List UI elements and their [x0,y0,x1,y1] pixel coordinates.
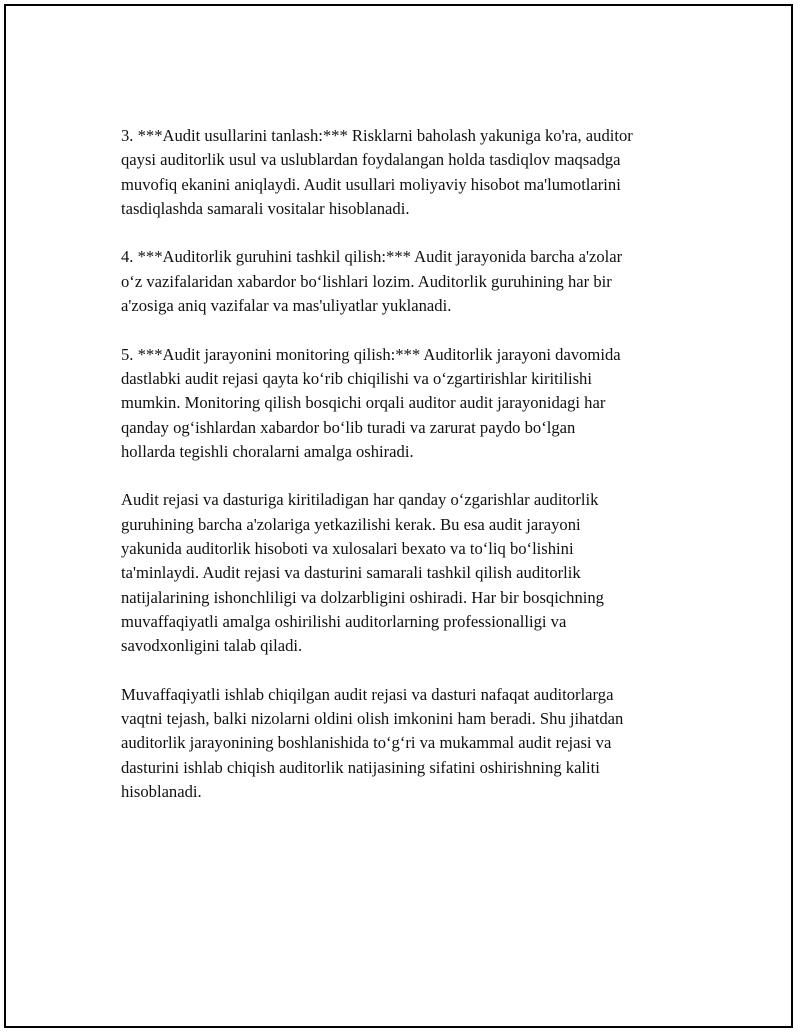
text-line: qanday og‘ishlardan xabardor bo‘lib turadi va zarurat paydo bo‘lgan [121,417,576,437]
paragraph-audit-team [121,245,701,318]
document-page [4,4,793,1028]
text-line: mumkin. Monitoring qilish bosqichi orqali auditor audit jarayonidagi har [121,393,606,413]
text-line: savodxonligini talab qiladi. [121,636,303,656]
text-line: a'zosiga aniq vazifalar va mas'uliyatlar yuklanadi. [121,296,452,316]
text-line: ta'minlaydi. Audit rejasi va dasturini samarali tashkil qilish auditorlik [121,563,581,583]
text-line: dastlabki audit rejasi qayta ko‘rib chiqilishi va o‘zgartirishlar kiritilishi [121,368,592,388]
text-line: hisoblanadi. [121,782,202,802]
text-line: auditorlik jarayonining boshlanishida to‘g‘ri va mukammal audit rejasi va [121,733,612,753]
text-line: tasdiqlashda samarali vositalar hisoblanadi. [121,198,410,218]
paragraph-audit-methods [121,124,701,221]
text-line: Audit rejasi va dasturiga kiritiladigan har qanday o‘zgarishlar auditorlik [121,490,599,510]
text-line: hollarda tegishli choralarni amalga oshiradi. [121,441,414,461]
text-line: muvofiq ekanini aniqlaydi. Audit usullari moliyaviy hisobot ma'lumotlarini [121,174,621,194]
text-line: natijalarining ishonchliligi va dolzarbligini oshiradi. Har bir bosqichning [121,587,604,607]
document-body [121,124,701,829]
text-line: vaqtni tejash, balki nizolarni oldini olish imkonini ham beradi. Shu jihatdan [121,709,624,729]
text-line: yakunida auditorlik hisoboti va xulosalari bexato va to‘liq bo‘lishini [121,539,574,559]
text-line: muvaffaqiyatli amalga oshirilishi auditorlarning professionalligi va [121,611,567,631]
paragraph-conclusion [121,683,701,804]
text-line: o‘z vazifalaridan xabardor bo‘lishlari lozim. Auditorlik guruhining har bir [121,271,612,291]
paragraph-plan-changes [121,488,701,658]
text-line: 5. ***Audit jarayonini monitoring qilish:*** Auditorlik jarayoni davomida [121,344,621,364]
text-line: qaysi auditorlik usul va uslublardan foydalangan holda tasdiqlov maqsadga [121,150,621,170]
text-line: dasturini ishlab chiqish auditorlik natijasining sifatini oshirishning kaliti [121,757,600,777]
paragraph-audit-monitoring [121,343,701,464]
text-line: Muvaffaqiyatli ishlab chiqilgan audit rejasi va dasturi nafaqat auditorlarga [121,684,614,704]
text-line: 4. ***Auditorlik guruhini tashkil qilish:*** Audit jarayonida barcha a'zolar [121,247,623,267]
text-line: 3. ***Audit usullarini tanlash:*** Risklarni baholash yakuniga ko'ra, auditor [121,126,633,145]
text-line: guruhining barcha a'zolariga yetkazilishi kerak. Bu esa audit jarayoni [121,514,581,534]
